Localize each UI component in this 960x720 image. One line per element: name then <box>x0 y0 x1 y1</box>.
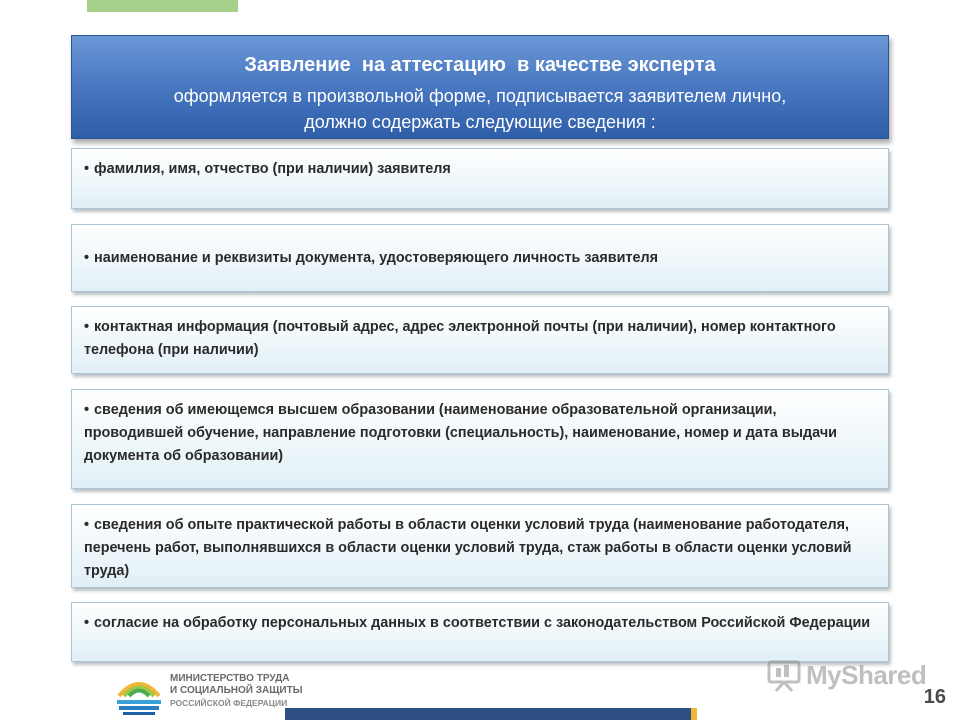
ministry-name <box>170 673 303 709</box>
requirement-item-5 <box>71 504 889 588</box>
ministry-line-3: РОССИЙСКОЙ ФЕДЕРАЦИИ <box>170 698 288 708</box>
requirement-item-1 <box>71 148 889 209</box>
bullet-icon: • <box>84 250 90 266</box>
item-text: наименование и реквизиты документа, удостоверяющего личность заявителя <box>94 250 659 266</box>
requirement-item-2 <box>71 224 889 292</box>
ministry-line-1: МИНИСТЕРСТВО ТРУДА <box>170 673 290 684</box>
bullet-icon: • <box>84 517 90 533</box>
item-text: фамилия, имя, отчество (при наличии) заявителя <box>94 161 451 177</box>
watermark-text: MyShared <box>806 660 927 690</box>
requirement-item-4 <box>71 389 889 489</box>
item-text: сведения об опыте практической работы в области оценки условий труда (наименование работодателя, перечень работ, выполнявшихся в области оценки условий труда, стаж работы в области оценки условий труда) <box>84 517 852 579</box>
subtitle-line-1: оформляется в произвольной форме, подписывается заявителем лично, <box>173 86 787 106</box>
bullet-icon: • <box>84 615 90 631</box>
footer-bar <box>285 708 691 720</box>
footer-bar-accent <box>691 708 697 720</box>
top-accent-bar <box>87 0 238 12</box>
ministry-line-2: И СОЦИАЛЬНОЙ ЗАЩИТЫ <box>170 685 303 696</box>
requirement-item-3 <box>71 306 889 374</box>
item-text: контактная информация (почтовый адрес, адрес электронной почты (при наличии), номер контактного телефона (при наличии) <box>84 319 836 358</box>
bullet-icon: • <box>84 402 90 418</box>
presentation-icon <box>766 658 802 692</box>
header-banner <box>71 35 889 139</box>
item-text: согласие на обработку персональных данных в соответствии с законодательством Российской Федерации <box>94 615 871 631</box>
bullet-icon: • <box>84 161 90 177</box>
ministry-logo-icon <box>115 670 163 716</box>
watermark <box>766 658 926 694</box>
subtitle-line-2: должно содержать следующие сведения : <box>304 112 656 132</box>
item-text: сведения об имеющемся высшем образовании (наименование образовательной организации, проводившей обучение, направление подготовки (специальность), наименование, номер и дата выдачи документа об образовании) <box>84 402 838 464</box>
page-number: 16 <box>923 686 946 708</box>
header-subtitle <box>72 83 888 135</box>
page-title: Заявление на аттестацию в качестве эксперта <box>244 54 716 76</box>
requirement-item-6 <box>71 602 889 662</box>
bullet-icon: • <box>84 319 90 335</box>
